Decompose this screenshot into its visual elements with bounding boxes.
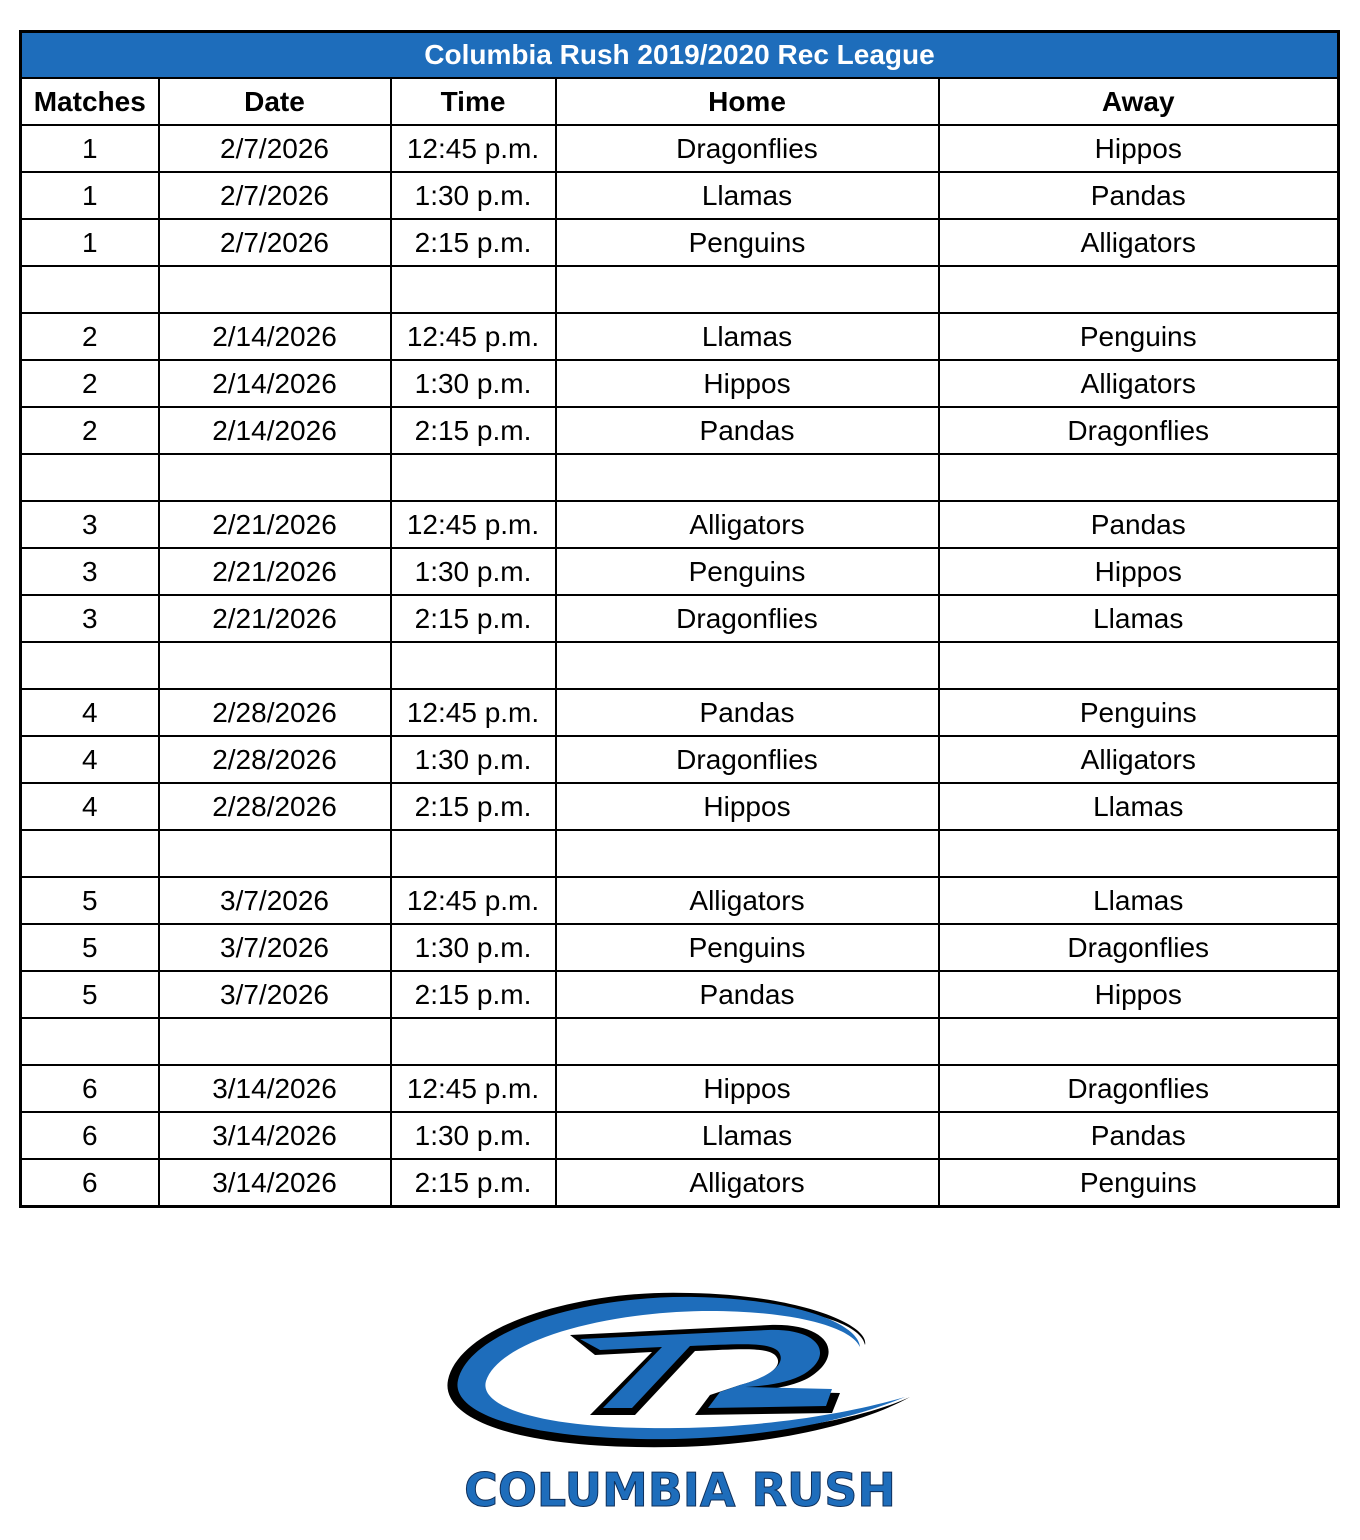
- cell-match: 1: [21, 125, 159, 172]
- cell-time: 12:45 p.m.: [391, 689, 556, 736]
- cell-away: Pandas: [939, 501, 1339, 548]
- cell-away: Hippos: [939, 548, 1339, 595]
- empty-cell: [939, 642, 1339, 689]
- header-matches: Matches: [21, 78, 159, 125]
- table-row: [21, 501, 1339, 548]
- table-title-row: [21, 32, 1339, 79]
- cell-match: 4: [21, 689, 159, 736]
- cell-match: 4: [21, 783, 159, 830]
- cell-home: Penguins: [556, 219, 939, 266]
- cell-away: Penguins: [939, 313, 1339, 360]
- cell-date: 3/14/2026: [159, 1065, 391, 1112]
- header-date: Date: [159, 78, 391, 125]
- cell-away: Llamas: [939, 877, 1339, 924]
- cell-time: 1:30 p.m.: [391, 548, 556, 595]
- schedule-body: [21, 125, 1339, 1207]
- cell-date: 2/14/2026: [159, 407, 391, 454]
- cell-match: 5: [21, 971, 159, 1018]
- cell-match: 1: [21, 219, 159, 266]
- header-home: Home: [556, 78, 939, 125]
- empty-cell: [159, 830, 391, 877]
- cell-match: 3: [21, 595, 159, 642]
- cell-match: 3: [21, 501, 159, 548]
- empty-cell: [556, 642, 939, 689]
- cell-date: 2/28/2026: [159, 736, 391, 783]
- cell-date: 2/7/2026: [159, 219, 391, 266]
- cell-away: Dragonflies: [939, 407, 1339, 454]
- cell-home: Penguins: [556, 548, 939, 595]
- empty-cell: [939, 1018, 1339, 1065]
- empty-cell: [391, 266, 556, 313]
- table-row: [21, 689, 1339, 736]
- cell-home: Alligators: [556, 501, 939, 548]
- spacer-row: [21, 830, 1339, 877]
- cell-time: 12:45 p.m.: [391, 125, 556, 172]
- cell-date: 3/14/2026: [159, 1159, 391, 1207]
- cell-time: 2:15 p.m.: [391, 595, 556, 642]
- cell-home: Llamas: [556, 313, 939, 360]
- cell-home: Dragonflies: [556, 736, 939, 783]
- table-row: [21, 360, 1339, 407]
- cell-date: 2/28/2026: [159, 689, 391, 736]
- cell-date: 2/28/2026: [159, 783, 391, 830]
- cell-time: 2:15 p.m.: [391, 1159, 556, 1207]
- swoosh-r-logo-icon: [440, 1285, 920, 1465]
- table-row: [21, 877, 1339, 924]
- cell-home: Alligators: [556, 1159, 939, 1207]
- cell-match: 2: [21, 313, 159, 360]
- table-row: [21, 407, 1339, 454]
- cell-time: 12:45 p.m.: [391, 501, 556, 548]
- empty-cell: [556, 266, 939, 313]
- cell-home: Alligators: [556, 877, 939, 924]
- cell-home: Hippos: [556, 783, 939, 830]
- spacer-row: [21, 266, 1339, 313]
- cell-match: 3: [21, 548, 159, 595]
- table-row: [21, 783, 1339, 830]
- empty-cell: [939, 830, 1339, 877]
- cell-away: Llamas: [939, 783, 1339, 830]
- table-row: [21, 172, 1339, 219]
- cell-match: 5: [21, 924, 159, 971]
- empty-cell: [939, 454, 1339, 501]
- spacer-row: [21, 454, 1339, 501]
- cell-match: 2: [21, 360, 159, 407]
- cell-date: 2/21/2026: [159, 548, 391, 595]
- cell-match: 2: [21, 407, 159, 454]
- cell-home: Llamas: [556, 1112, 939, 1159]
- header-time: Time: [391, 78, 556, 125]
- cell-away: Penguins: [939, 1159, 1339, 1207]
- empty-cell: [21, 454, 159, 501]
- schedule-table: [19, 30, 1340, 1208]
- cell-match: 6: [21, 1159, 159, 1207]
- cell-home: Dragonflies: [556, 125, 939, 172]
- table-row: [21, 1159, 1339, 1207]
- cell-home: Hippos: [556, 360, 939, 407]
- cell-away: Hippos: [939, 971, 1339, 1018]
- table-row: [21, 736, 1339, 783]
- empty-cell: [556, 1018, 939, 1065]
- cell-home: Penguins: [556, 924, 939, 971]
- cell-date: 2/7/2026: [159, 125, 391, 172]
- empty-cell: [21, 642, 159, 689]
- cell-date: 2/14/2026: [159, 360, 391, 407]
- cell-date: 2/21/2026: [159, 595, 391, 642]
- empty-cell: [556, 830, 939, 877]
- header-row: [21, 78, 1339, 125]
- empty-cell: [159, 1018, 391, 1065]
- cell-time: 12:45 p.m.: [391, 313, 556, 360]
- cell-date: 3/14/2026: [159, 1112, 391, 1159]
- cell-match: 6: [21, 1065, 159, 1112]
- r-letter-blue: [580, 1330, 832, 1408]
- cell-date: 3/7/2026: [159, 924, 391, 971]
- table-row: [21, 971, 1339, 1018]
- cell-time: 1:30 p.m.: [391, 360, 556, 407]
- cell-date: 2/21/2026: [159, 501, 391, 548]
- cell-date: 2/7/2026: [159, 172, 391, 219]
- table-row: [21, 1112, 1339, 1159]
- empty-cell: [159, 266, 391, 313]
- cell-home: Pandas: [556, 971, 939, 1018]
- cell-away: Pandas: [939, 172, 1339, 219]
- cell-away: Dragonflies: [939, 924, 1339, 971]
- cell-time: 2:15 p.m.: [391, 219, 556, 266]
- cell-match: 4: [21, 736, 159, 783]
- empty-cell: [391, 454, 556, 501]
- cell-away: Pandas: [939, 1112, 1339, 1159]
- cell-match: 6: [21, 1112, 159, 1159]
- cell-time: 2:15 p.m.: [391, 971, 556, 1018]
- logo-wordmark: COLUMBIA RUSH: [464, 1463, 896, 1517]
- header-away: Away: [939, 78, 1339, 125]
- empty-cell: [391, 642, 556, 689]
- table-row: [21, 125, 1339, 172]
- cell-away: Alligators: [939, 219, 1339, 266]
- cell-match: 5: [21, 877, 159, 924]
- cell-away: Alligators: [939, 736, 1339, 783]
- cell-date: 3/7/2026: [159, 971, 391, 1018]
- empty-cell: [21, 266, 159, 313]
- table-row: [21, 595, 1339, 642]
- cell-time: 2:15 p.m.: [391, 783, 556, 830]
- cell-time: 12:45 p.m.: [391, 1065, 556, 1112]
- cell-home: Pandas: [556, 689, 939, 736]
- cell-time: 1:30 p.m.: [391, 736, 556, 783]
- empty-cell: [391, 1018, 556, 1065]
- cell-away: Penguins: [939, 689, 1339, 736]
- cell-away: Hippos: [939, 125, 1339, 172]
- cell-time: 1:30 p.m.: [391, 924, 556, 971]
- table-row: [21, 1065, 1339, 1112]
- table-row: [21, 313, 1339, 360]
- table-row: [21, 924, 1339, 971]
- cell-time: 12:45 p.m.: [391, 877, 556, 924]
- cell-home: Hippos: [556, 1065, 939, 1112]
- empty-cell: [939, 266, 1339, 313]
- empty-cell: [391, 830, 556, 877]
- spacer-row: [21, 642, 1339, 689]
- empty-cell: [159, 454, 391, 501]
- table-row: [21, 219, 1339, 266]
- cell-date: 3/7/2026: [159, 877, 391, 924]
- cell-away: Alligators: [939, 360, 1339, 407]
- cell-home: Dragonflies: [556, 595, 939, 642]
- empty-cell: [21, 1018, 159, 1065]
- empty-cell: [556, 454, 939, 501]
- cell-time: 2:15 p.m.: [391, 407, 556, 454]
- cell-time: 1:30 p.m.: [391, 1112, 556, 1159]
- cell-date: 2/14/2026: [159, 313, 391, 360]
- empty-cell: [159, 642, 391, 689]
- columbia-rush-logo: [440, 1285, 920, 1525]
- cell-home: Llamas: [556, 172, 939, 219]
- table-title: Columbia Rush 2019/2020 Rec League: [21, 32, 1339, 79]
- cell-home: Pandas: [556, 407, 939, 454]
- empty-cell: [21, 830, 159, 877]
- cell-away: Llamas: [939, 595, 1339, 642]
- cell-match: 1: [21, 172, 159, 219]
- cell-time: 1:30 p.m.: [391, 172, 556, 219]
- cell-away: Dragonflies: [939, 1065, 1339, 1112]
- table-row: [21, 548, 1339, 595]
- spacer-row: [21, 1018, 1339, 1065]
